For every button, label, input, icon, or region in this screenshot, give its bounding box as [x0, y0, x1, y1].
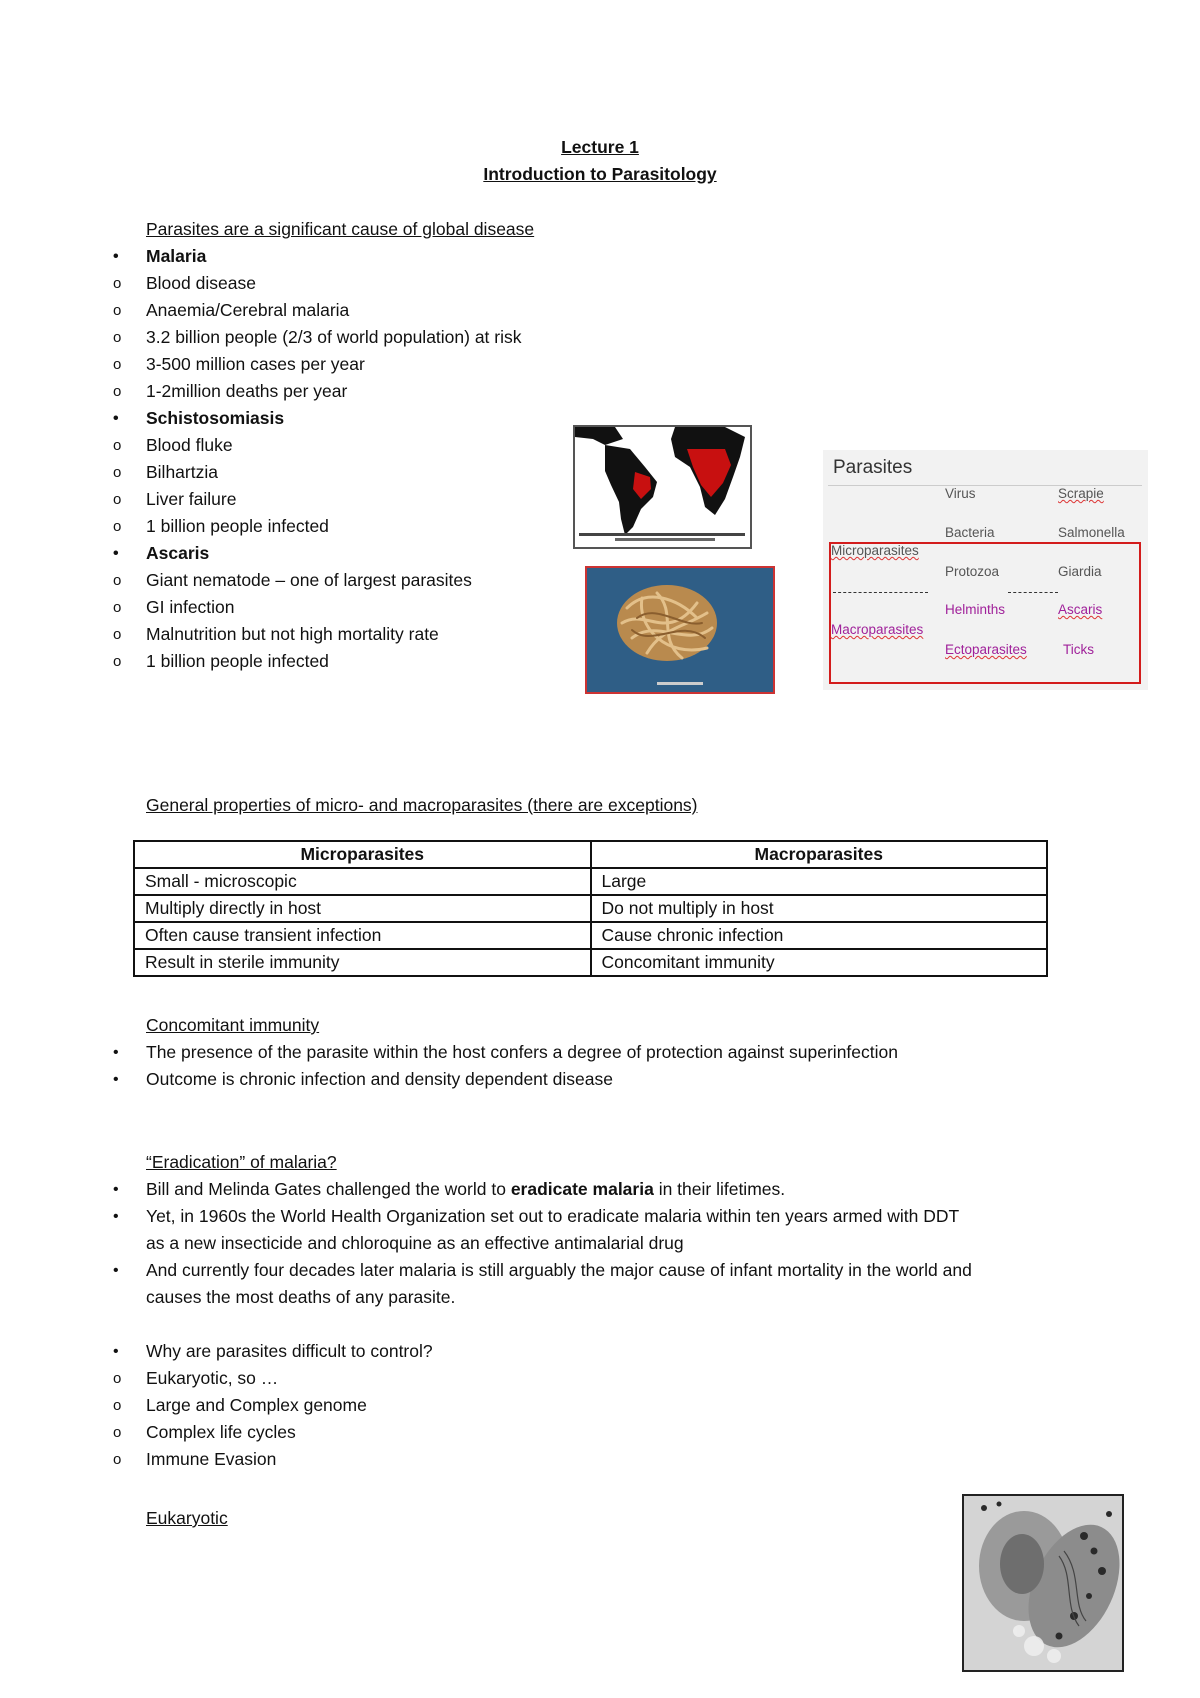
list-item: o 1-2million deaths per year: [0, 378, 746, 405]
section-heading-eukaryotic: Eukaryotic: [146, 1508, 228, 1528]
list-item-schistosomiasis: • Schistosomiasis: [72, 405, 746, 432]
section-heading-properties: General properties of micro- and macroparasites (there are exceptions): [146, 795, 698, 815]
spacer: [146, 1311, 1046, 1338]
table-cell: Large: [591, 868, 1048, 895]
label-salmonella: Salmonella: [1058, 525, 1125, 540]
list-item: o Liver failure: [0, 486, 746, 513]
label-virus: Virus: [945, 486, 976, 501]
list-item: o 3-500 million cases per year: [0, 351, 746, 378]
list-item: • Outcome is chronic infection and density dependent disease: [72, 1066, 1046, 1093]
table-row: [134, 895, 1047, 922]
table-cell: Small - microscopic: [134, 868, 591, 895]
label-macroparasites: Macroparasites: [831, 622, 924, 637]
label-ticks: Ticks: [1063, 642, 1094, 657]
dashed-divider: [833, 592, 928, 593]
ascaris-worms-image: [585, 566, 775, 694]
eradication-list: [146, 1176, 1046, 1473]
list-item: • Yet, in 1960s the World Health Organization set out to eradicate malaria within ten years armed with DDT as a new insecticide and chloroquine as an effective antimalarial drug: [72, 1203, 976, 1257]
list-item: o 1 billion people infected: [0, 513, 746, 540]
list-item: o Eukaryotic, so …: [0, 1365, 1046, 1392]
column-header: Microparasites: [134, 841, 591, 868]
micrograph-graphic: [964, 1496, 1122, 1670]
list-item: o Malnutrition but not high mortality rate: [0, 621, 546, 648]
figure-title: Parasites: [833, 457, 913, 478]
list-item-malaria: • Malaria: [72, 243, 746, 270]
table-row: [134, 922, 1047, 949]
list-item: o Giant nematode – one of largest parasites: [0, 567, 546, 594]
label-ascaris: Ascaris: [1058, 602, 1103, 617]
label-scrapie: Scrapie: [1058, 486, 1104, 501]
label-giardia: Giardia: [1058, 564, 1102, 579]
worms-graphic: [587, 568, 773, 692]
list-item: o Large and Complex genome: [0, 1392, 1046, 1419]
section-heading: Parasites are a significant cause of global disease: [146, 219, 535, 239]
list-item: • And currently four decades later malaria is still arguably the major cause of infant mortality in the world and causes the most deaths of any parasite.: [72, 1257, 1006, 1311]
section-heading: Concomitant immunity: [146, 1015, 320, 1035]
table-row: [134, 868, 1047, 895]
list-item: o Blood disease: [0, 270, 746, 297]
table-cell: Do not multiply in host: [591, 895, 1048, 922]
list-item: o Complex life cycles: [0, 1419, 1046, 1446]
table-cell: Cause chronic infection: [591, 922, 1048, 949]
malaria-world-map-image: [573, 425, 752, 549]
concomitant-list: [146, 1039, 1046, 1093]
section-concomitant-immunity: [146, 1012, 1046, 1093]
list-item: • Why are parasites difficult to control?: [72, 1338, 1046, 1365]
table-cell: Result in sterile immunity: [134, 949, 591, 976]
table-cell: Concomitant immunity: [591, 949, 1048, 976]
column-header: Macroparasites: [591, 841, 1048, 868]
text: in their lifetimes.: [653, 1179, 786, 1199]
label-protozoa: Protozoa: [945, 564, 1000, 579]
label-bacteria: Bacteria: [945, 525, 995, 540]
parasites-classification-image: [823, 450, 1148, 690]
table-cell: Multiply directly in host: [134, 895, 591, 922]
list-item: o 3.2 billion people (2/3 of world population) at risk: [0, 324, 746, 351]
table-header-row: [134, 841, 1047, 868]
properties-table-wrapper: [133, 840, 1048, 977]
table-cell: Often cause transient infection: [134, 922, 591, 949]
label-helminths: Helminths: [945, 602, 1006, 617]
list-item: o Bilhartzia: [0, 459, 746, 486]
list-item: o Anaemia/Cerebral malaria: [0, 297, 746, 324]
list-item: o Blood fluke: [0, 432, 746, 459]
text: Bill and Melinda Gates challenged the world to: [146, 1179, 511, 1199]
list-item: o GI infection: [0, 594, 746, 621]
list-item: o Immune Evasion: [0, 1446, 1046, 1473]
dashed-divider: [1008, 592, 1058, 593]
section-eradication: [146, 1149, 1046, 1473]
table-row: [134, 949, 1047, 976]
document-subtitle: Introduction to Parasitology: [483, 164, 717, 184]
section-heading: “Eradication” of malaria?: [146, 1152, 337, 1172]
document-title: Lecture 1: [561, 137, 639, 157]
list-item: o 1 billion people infected: [0, 648, 746, 675]
label-ectoparasites: Ectoparasites: [945, 642, 1027, 657]
list-item-ascaris: • Ascaris: [72, 540, 746, 567]
list-item: [72, 1176, 1046, 1203]
label-microparasites: Microparasites: [831, 543, 919, 558]
emphasis-text: eradicate malaria: [510, 1179, 654, 1199]
list-item: • The presence of the parasite within the host confers a degree of protection against superinfection: [72, 1039, 976, 1066]
world-map-graphic: [575, 427, 750, 547]
electron-micrograph-image: [962, 1494, 1124, 1672]
properties-table: [133, 840, 1048, 977]
